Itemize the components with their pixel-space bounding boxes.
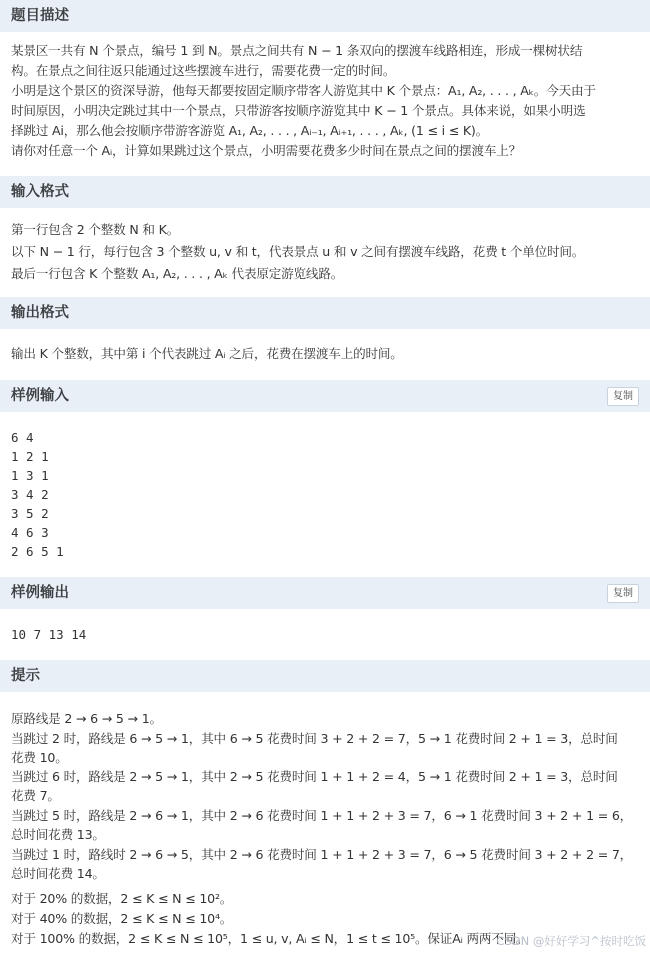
hint-line: 总时间花费 14。 <box>11 866 105 881</box>
section-header-output-format <box>0 297 650 329</box>
hint-line: 总时间花费 13。 <box>11 827 105 842</box>
section-header-sample-input <box>0 380 650 412</box>
sample-input-line: 3 5 2 <box>11 506 49 521</box>
description-line: 构。在景点之间往返只能通过这些摆渡车进行，需要花费一定的时间。 <box>11 63 396 78</box>
section-title: 样例输出 <box>11 585 69 601</box>
section-title: 题目描述 <box>11 8 69 24</box>
input-format-line: 最后一行包含 K 个整数 A₁, A₂, . . . , Aₖ 代表原定游览线路。 <box>11 266 344 281</box>
hint-line: 花费 10。 <box>11 750 68 765</box>
section-title: 输入格式 <box>11 184 69 200</box>
sample-input-line: 1 2 1 <box>11 449 49 464</box>
section-header-sample-output <box>0 577 650 609</box>
sample-input-line: 3 4 2 <box>11 487 49 502</box>
sample-input-line: 6 4 <box>11 430 34 445</box>
sample-input-line: 4 6 3 <box>11 525 49 540</box>
description-line: 择跳过 Ai，那么他会按顺序带游客游览 A₁, A₂, . . . , Aᵢ₋₁, Aᵢ₊₁, . . . , Aₖ, (1 ≤ i ≤ K)。 <box>11 123 489 138</box>
input-format-line: 以下 N − 1 行，每行包含 3 个整数 u, v 和 t，代表景点 u 和 v 之间有摆渡车线路，花费 t 个单位时间。 <box>11 244 585 259</box>
sample-output-line: 10 7 13 14 <box>11 627 87 642</box>
section-title: 输出格式 <box>11 305 69 321</box>
copy-sample-output-button[interactable]: 复制 <box>607 584 639 603</box>
hint-line: 花费 7。 <box>11 788 60 803</box>
csdn-watermark: CSDN @好好学习^按时吃饭 <box>496 934 646 948</box>
hint-line: 当跳过 1 时，路线时 2 → 6 → 5，其中 2 → 6 花费时间 1 + 1 + 2 + 3 = 7，6 → 5 花费时间 3 + 2 + 2 = 7， <box>11 847 633 862</box>
hint-line: 当跳过 5 时，路线是 2 → 6 → 1，其中 2 → 6 花费时间 1 + 1 + 2 + 3 = 7，6 → 1 花费时间 3 + 2 + 1 = 6， <box>11 808 633 823</box>
hint-line: 原路线是 2 → 6 → 5 → 1。 <box>11 711 162 726</box>
section-header-input-format <box>0 176 650 208</box>
hint-line: 当跳过 2 时，路线是 6 → 5 → 1，其中 6 → 5 花费时间 3 + 2 + 2 = 7，5 → 1 花费时间 2 + 1 = 3，总时间 <box>11 731 618 746</box>
hint-line: 对于 40% 的数据，2 ≤ K ≤ N ≤ 10⁴。 <box>11 911 233 926</box>
hint-line: 对于 100% 的数据，2 ≤ K ≤ N ≤ 10⁵，1 ≤ u, v, Aᵢ ≤ N，1 ≤ t ≤ 10⁵。保证Aᵢ 两两不同。 <box>11 931 529 946</box>
hint-line: 对于 20% 的数据，2 ≤ K ≤ N ≤ 10²。 <box>11 891 233 906</box>
description-line: 时间原因，小明决定跳过其中一个景点，只带游客按顺序游览其中 K − 1 个景点。具体来说，如果小明选 <box>11 103 586 118</box>
hint-line: 当跳过 6 时，路线是 2 → 5 → 1，其中 2 → 5 花费时间 1 + 1 + 2 = 4，5 → 1 花费时间 2 + 1 = 3，总时间 <box>11 769 618 784</box>
sample-input-line: 1 3 1 <box>11 468 49 483</box>
description-line: 请你对任意一个 Aᵢ，计算如果跳过这个景点，小明需要花费多少时间在景点之间的摆渡车上？ <box>11 143 522 158</box>
section-header-hint <box>0 660 650 692</box>
description-line: 某景区一共有 N 个景点，编号 1 到 N。景点之间共有 N − 1 条双向的摆渡车线路相连，形成一棵树状结 <box>11 43 583 58</box>
copy-sample-input-button[interactable]: 复制 <box>607 387 639 406</box>
section-title: 样例输入 <box>11 388 69 404</box>
description-line: 小明是这个景区的资深导游，他每天都要按固定顺序带客人游览其中 K 个景点：A₁, A₂, . . . , Aₖ。今天由于 <box>11 83 596 98</box>
output-format-line: 输出 K 个整数，其中第 i 个代表跳过 Aᵢ 之后，花费在摆渡车上的时间。 <box>11 346 403 361</box>
input-format-line: 第一行包含 2 个整数 N 和 K。 <box>11 222 180 237</box>
section-title: 提示 <box>11 668 40 684</box>
sample-input-line: 2 6 5 1 <box>11 544 64 559</box>
section-header-description <box>0 0 650 32</box>
